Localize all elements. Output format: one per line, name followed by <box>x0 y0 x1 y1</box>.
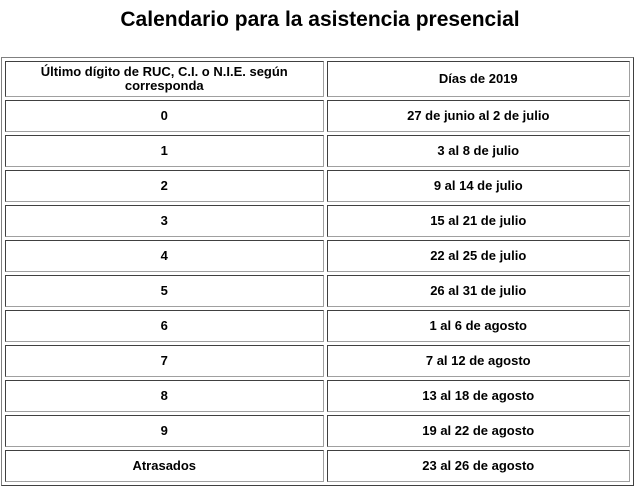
days-cell: 27 de junio al 2 de julio <box>327 100 631 132</box>
digit-cell: Atrasados <box>5 450 324 482</box>
days-cell: 7 al 12 de agosto <box>327 345 631 377</box>
days-cell: 1 al 6 de agosto <box>327 310 631 342</box>
days-cell: 23 al 26 de agosto <box>327 450 631 482</box>
digit-cell: 8 <box>5 380 324 412</box>
table-row <box>5 345 630 377</box>
digit-cell: 5 <box>5 275 324 307</box>
days-cell: 19 al 22 de agosto <box>327 415 631 447</box>
table-row <box>5 135 630 167</box>
table-row <box>5 205 630 237</box>
page-title: Calendario para la asistencia presencial <box>120 8 520 31</box>
schedule-table <box>1 57 634 486</box>
digit-cell: 2 <box>5 170 324 202</box>
table-row <box>5 415 630 447</box>
digit-cell: 4 <box>5 240 324 272</box>
days-cell: 13 al 18 de agosto <box>327 380 631 412</box>
days-cell: 3 al 8 de julio <box>327 135 631 167</box>
table-row <box>5 275 630 307</box>
table-row <box>5 240 630 272</box>
table-row <box>5 380 630 412</box>
days-cell: 15 al 21 de julio <box>327 205 631 237</box>
digit-cell: 3 <box>5 205 324 237</box>
header-digit: Último dígito de RUC, C.I. o N.I.E. según corresponda <box>5 61 324 97</box>
digit-cell: 1 <box>5 135 324 167</box>
table-header-row <box>5 61 630 97</box>
digit-cell: 7 <box>5 345 324 377</box>
table-row <box>5 100 630 132</box>
digit-cell: 6 <box>5 310 324 342</box>
header-days: Días de 2019 <box>327 61 631 97</box>
table-row <box>5 170 630 202</box>
digit-cell: 0 <box>5 100 324 132</box>
table-row <box>5 450 630 482</box>
days-cell: 9 al 14 de julio <box>327 170 631 202</box>
days-cell: 22 al 25 de julio <box>327 240 631 272</box>
table-row <box>5 310 630 342</box>
days-cell: 26 al 31 de julio <box>327 275 631 307</box>
digit-cell: 9 <box>5 415 324 447</box>
